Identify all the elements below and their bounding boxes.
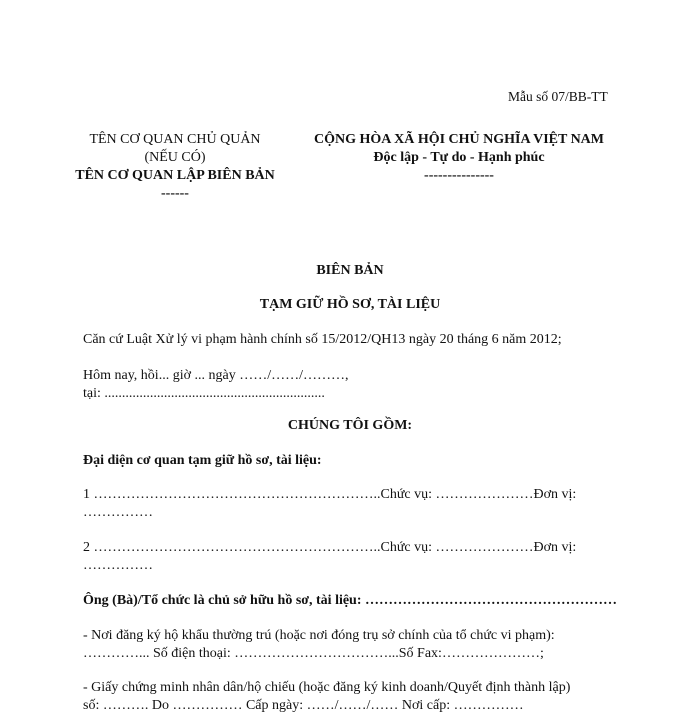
right-header-divider: --------------- (424, 168, 494, 183)
national-motto: Độc lập - Tự do - Hạnh phúc (373, 150, 545, 165)
date-time-line: Hôm nay, hồi... giờ ... ngày ……/……/………, (83, 368, 349, 383)
id-document-detail-line: số: ………. Do …………… Cấp ngày: ……/……/…… Nơi cấp: …………… (83, 698, 524, 713)
phone-fax-line: …………... Số điện thoại: ……………………………...Số Fax:…………………; (83, 646, 544, 661)
representative-2-continuation: …………… (83, 558, 153, 573)
agency-representative-heading: Đại diện cơ quan tạm giữ hồ sơ, tài liệu: (83, 453, 322, 468)
legal-basis: Căn cứ Luật Xử lý vi phạm hành chính số 15/2012/QH13 ngày 20 tháng 6 năm 2012; (83, 332, 562, 347)
document-title: BIÊN BẢN (316, 263, 384, 278)
owner-line: Ông (Bà)/Tổ chức là chủ sở hữu hồ sơ, tài liệu: ……………………………………………… (83, 593, 618, 608)
national-header (283, 131, 635, 185)
representative-1-continuation: …………… (83, 505, 153, 520)
left-header-divider: ------ (161, 186, 189, 201)
representative-2-line: 2 ……………………………………………………..Chức vụ: …………………Đơn vị: (83, 540, 577, 555)
representative-1-line: 1 ……………………………………………………..Chức vụ: …………………Đơn vị: (83, 487, 577, 502)
participants-heading: CHÚNG TÔI GỒM: (287, 418, 413, 433)
place-line: tại: ............................................................... (83, 386, 325, 401)
registration-address-line: - Nơi đăng ký hộ khẩu thường trú (hoặc nơi đóng trụ sở chính của tổ chức vi phạm): (83, 628, 555, 643)
parent-agency-name: TÊN CƠ QUAN CHỦ QUẢN (89, 132, 261, 147)
form-number: Mẫu số 07/BB-TT (508, 89, 608, 104)
parent-agency-note: (NẾU CÓ) (144, 150, 206, 165)
nation-name: CỘNG HÒA XÃ HỘI CHỦ NGHĨA VIỆT NAM (313, 132, 604, 147)
issuing-agency-name: TÊN CƠ QUAN LẬP BIÊN BẢN (75, 168, 275, 183)
document-subtitle: TẠM GIỮ HỒ SƠ, TÀI LIỆU (259, 297, 441, 312)
id-document-line: - Giấy chứng minh nhân dân/hộ chiếu (hoặc đăng ký kinh doanh/Quyết định thành lập) (83, 680, 571, 695)
issuing-agency-header (70, 131, 280, 203)
